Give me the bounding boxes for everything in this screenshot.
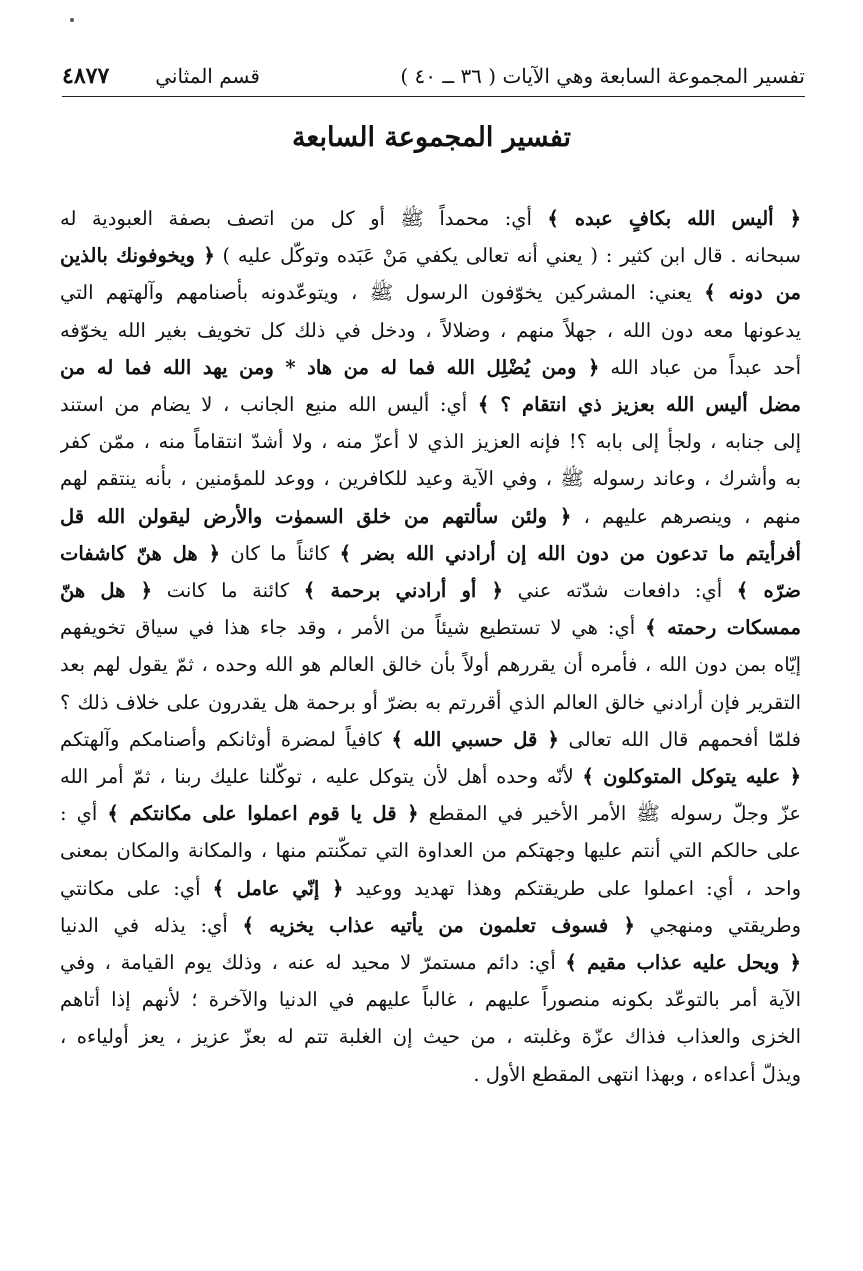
commentary-text: كافياً لمضرة أوثانكم وأصنامكم وآلهتكم (60, 727, 392, 751)
text-line (60, 870, 801, 907)
running-title: تفسير المجموعة السابعة وهي الآيات ( ٣٦ ــ ٤٠ ) (400, 64, 805, 88)
quran-verse: ﴿ ولئن سألتهم من خلق السموٰت والأرض ليقولن الله قل (60, 504, 572, 528)
commentary-text: أحد عبداً من عباد الله (599, 355, 801, 379)
commentary-text: إيّاه بمن دون الله ، فأمره أن يقررهم أولاً بأن خالق العالم هو الله وحده ، ثمّ يقول لهم بعد (60, 653, 801, 677)
commentary-text: لأنّه وحده أهل لأن يتوكل عليه ، توكّلنا عليك ربنا ، ثمّ أمر الله (60, 765, 583, 789)
text-line (60, 386, 801, 423)
text-line (60, 684, 801, 721)
commentary-text: سبحانه . قال ابن كثير : ( يعني أنه تعالى يكفي مَنْ عَبَده وتوكّل عليه ) (214, 244, 801, 268)
quran-verse: ﴿ عليه يتوكل المتوكلون ﴾ (582, 765, 801, 789)
quran-verse: مضل أليس الله بعزيز ذي انتقام ؟ ﴾ (477, 393, 801, 417)
quran-verse: ﴿ إنّي عامل ﴾ (212, 876, 344, 900)
commentary-text: فلمّا أفحمهم قال الله تعالى (558, 727, 801, 751)
text-line (60, 572, 801, 609)
quran-verse: ﴿ ومن يُضْلِل الله فما له من هاد * ومن يهد الله فما له من (60, 355, 600, 379)
commentary-text: يدعونها معه دون الله ، جهلاً منهم ، وضلالاً ، ودخل في ذلك كل تخويف بغير الله يخوّفه (60, 318, 801, 342)
commentary-text: كائنة ما كانت (152, 579, 304, 603)
quran-verse: ﴿ فسوف تعلمون من يأتيه عذاب يخزيه ﴾ (242, 913, 635, 937)
text-line (60, 795, 801, 832)
commentary-text: ويذلّ أعداءه ، وبهذا انتهى المقطع الأول . (473, 1062, 801, 1086)
commentary-text: به وأشرك ، وعاند رسوله ﷺ ، وفي الآية وعيد للكافرين ، ووعد للمؤمنين ، بأنه ينتقم لهم (60, 467, 801, 491)
commentary-text: واحد ، أي: اعملوا على طريقتكم وهذا تهديد ووعيد (343, 876, 801, 900)
quran-verse: ﴿ أو أرادني برحمة ﴾ (303, 579, 503, 603)
text-line (60, 535, 801, 572)
body-text (60, 200, 801, 1093)
quran-verse: ﴿ قل حسبي الله ﴾ (391, 727, 559, 751)
quran-verse: ﴿ أليس الله بكافٍ عبده ﴾ (547, 207, 801, 230)
commentary-text: أي: دافعات شدّته عني (502, 579, 737, 603)
text-line (60, 423, 801, 460)
text-line (60, 1056, 801, 1093)
page-header (62, 58, 805, 94)
text-line (60, 312, 801, 349)
text-line (60, 349, 801, 386)
commentary-text: أي: على مكانتي (60, 876, 213, 900)
text-line (60, 944, 801, 981)
text-line (60, 200, 801, 237)
commentary-text: إلى جنابه ، ولجأ إلى بابه ؟! فإنه العزيز الذي لا أعزّ منه ، ولا أشدّ انتقاماً منه ، ممّن كفر (60, 430, 801, 454)
text-line (60, 981, 801, 1018)
quran-verse: ﴿ هل هنّ كاشفات (60, 541, 221, 565)
commentary-text: على حالكم التي أنتم عليها وجهتكم من العداوة التي تمكّنتم منها ، والمكانة والمكان بمعنى (60, 839, 801, 863)
commentary-text: عزّ وجلّ رسوله ﷺ الأمر الأخير في المقطع (418, 802, 801, 826)
commentary-text: الخزى والعذاب فذاك عزّة وغلبته ، من حيث إن الغلبة تتم له بعزّ عزيز ، يعز أولياءه ، (60, 1025, 801, 1049)
commentary-text: أي: هي لا تستطيع شيئاً من الأمر ، وقد جاء هذا في سياق تخويفهم (60, 616, 646, 640)
quran-verse: ضرّه ﴾ (736, 579, 801, 603)
header-rule (62, 96, 805, 97)
commentary-text: يعني: المشركين يخوّفون الرسول ﷺ ، ويتوعّدونه بأصنامهم وآلهتهم التي (60, 281, 705, 305)
text-line (60, 609, 801, 646)
quran-verse: أفرأيتم ما تدعون من دون الله إن أرادني الله بضر ﴾ (339, 541, 801, 565)
text-line (60, 1018, 801, 1055)
quran-verse: ﴿ ويخوفونك بالذين (60, 244, 215, 268)
text-line (60, 646, 801, 683)
commentary-text: كائناً ما كان (220, 541, 340, 565)
text-line (60, 274, 801, 311)
text-line (60, 721, 801, 758)
quran-verse: من دونه ﴾ (704, 281, 801, 305)
text-line (60, 498, 801, 535)
commentary-text: منهم ، وينصرهم عليهم ، (571, 504, 801, 528)
quran-verse: ممسكات رحمته ﴾ (645, 616, 801, 640)
text-line (60, 237, 801, 274)
quran-verse: ﴿ هل هنّ (60, 579, 153, 603)
commentary-text: أي: أليس الله منيع الجانب ، لا يضام من استند (60, 393, 478, 417)
commentary-text: أي: محمداً ﷺ أو كل من اتصف بصفة العبودية له (60, 207, 548, 230)
page-number: ٤٨٧٧ (62, 63, 110, 89)
page-speck (70, 18, 74, 22)
section-title: تفسير المجموعة السابعة (291, 122, 572, 153)
text-line (60, 907, 801, 944)
text-line (60, 758, 801, 795)
commentary-text: التقرير فإن أرادني خالق العالم الذي أقررتم به بضرّ أو برحمة هل يقدرون على خلاف ذلك ؟ (60, 690, 801, 714)
commentary-text: أي : (60, 802, 108, 826)
quran-verse: ﴿ ويحل عليه عذاب مقيم ﴾ (565, 951, 801, 975)
commentary-text: وطريقتي ومنهجي (634, 913, 801, 937)
text-line (60, 460, 801, 497)
commentary-text: أي: دائم مستمرّ لا محيد له عنه ، وذلك يوم القيامة ، وفي (60, 951, 566, 975)
quran-verse: ﴿ قل يا قوم اعملوا على مكانتكم ﴾ (107, 802, 419, 826)
text-line (60, 832, 801, 869)
commentary-text: أي: يذله في الدنيا (60, 913, 243, 937)
commentary-text: الآية أمر بالتوعّد بكونه منصوراً عليهم ، غالباً عليهم في الدنيا والآخرة ؛ لأنهم إذا أتاهم (60, 988, 801, 1012)
section-name: قسم المثاني (155, 64, 260, 88)
header-left (62, 63, 260, 89)
